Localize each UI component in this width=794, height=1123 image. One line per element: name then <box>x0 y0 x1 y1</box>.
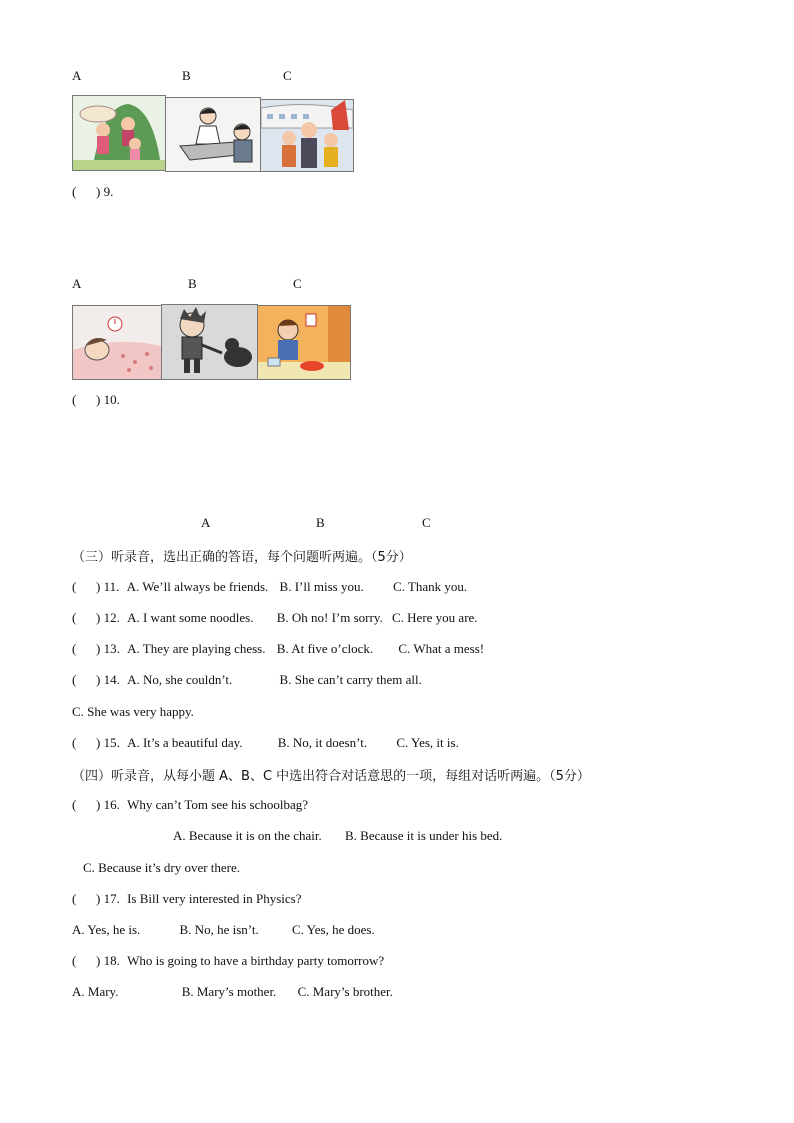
question-17-option-c: C. Yes, he does. <box>291 922 375 937</box>
question-12-option-a: A. I want some noodles. <box>127 610 254 625</box>
question-12-number: ) 12. <box>96 610 120 625</box>
question-13-number: ) 13. <box>96 641 120 656</box>
question-14-option-b: B. She can’t carry them all. <box>279 672 422 687</box>
answer-paren-open: ( <box>72 735 77 750</box>
question-13-option-c: C. What a mess! <box>398 641 485 656</box>
picture-option-c-family-on-ship <box>260 99 354 172</box>
question-14-number: ) 14. <box>96 672 120 687</box>
answer-paren-open: ( <box>72 392 77 407</box>
option-label-a: A <box>201 515 211 530</box>
question-16-text: Why can’t Tom see his schoolbag? <box>127 797 309 812</box>
question-15-option-a: A. It’s a beautiful day. <box>127 735 243 750</box>
question-13-option-a: A. They are playing chess. <box>127 641 266 656</box>
answer-paren-open: ( <box>72 610 77 625</box>
question-18-options <box>72 984 393 1000</box>
question-16-number: ) 16. <box>96 797 120 812</box>
picture-option-a-children-outdoors <box>72 95 166 171</box>
question-17-option-b: B. No, he isn’t. <box>179 922 259 937</box>
question-9-number: ) 9. <box>96 184 114 199</box>
option-label-c: C <box>422 515 431 530</box>
picture-option-b-boys-at-desk <box>165 97 261 172</box>
question-18 <box>72 953 384 969</box>
answer-paren-open: ( <box>72 797 77 812</box>
picture-option-c-boy-eating <box>257 305 351 380</box>
section-4-title: （四）听录音，从每小题 A、B、C 中选出符合对话意思的一项，每组对话听两遍。（5分） <box>72 769 590 784</box>
question-18-option-c: C. Mary’s brother. <box>297 984 393 999</box>
question-13-option-b: B. At five o’clock. <box>276 641 374 656</box>
question-12-option-b: B. Oh no! I’m sorry. <box>276 610 383 625</box>
question-16 <box>72 797 308 813</box>
question-17-number: ) 17. <box>96 891 120 906</box>
question-13 <box>72 641 484 657</box>
picture-option-b-boy-with-dog <box>161 304 258 380</box>
question-14-option-c: C. She was very happy. <box>72 704 194 719</box>
question-12-option-c: C. Here you are. <box>392 610 478 625</box>
option-label-a: A <box>72 68 82 83</box>
question-14 <box>72 672 422 688</box>
question-15-option-c: C. Yes, it is. <box>396 735 459 750</box>
question-15 <box>72 735 459 751</box>
question-18-option-a: A. Mary. <box>72 984 119 999</box>
question-16-options <box>173 828 502 844</box>
question-15-number: ) 15. <box>96 735 120 750</box>
question-11-option-c: C. Thank you. <box>392 579 468 594</box>
answer-paren-open: ( <box>72 672 77 687</box>
family-on-ship-illustration <box>261 100 353 171</box>
question-11-option-a: A. We’ll always be friends. <box>126 579 269 594</box>
question-17-text: Is Bill very interested in Physics? <box>127 891 302 906</box>
option-label-b: B <box>182 68 191 83</box>
question-11-option-b: B. I’ll miss you. <box>279 579 364 594</box>
picture-option-a-girl-sleeping <box>72 305 162 380</box>
question-17-options <box>72 922 375 938</box>
question-11-number: ) 11. <box>96 579 120 594</box>
option-label-a: A <box>72 276 82 291</box>
boys-at-desk-illustration <box>166 98 260 171</box>
section-3-title: （三）听录音，选出正确的答语，每个问题听两遍。（5分） <box>72 550 412 565</box>
children-outdoors-illustration <box>73 96 165 170</box>
question-18-option-b: B. Mary’s mother. <box>181 984 277 999</box>
question-9 <box>72 184 113 200</box>
question-12 <box>72 610 478 626</box>
answer-paren-open: ( <box>72 579 77 594</box>
girl-sleeping-illustration <box>73 306 161 379</box>
question-18-number: ) 18. <box>96 953 120 968</box>
question-16-option-a: A. Because it is on the chair. <box>173 828 322 843</box>
question-11 <box>72 579 467 595</box>
question-16-option-b: B. Because it is under his bed. <box>345 828 503 843</box>
option-label-c: C <box>293 276 302 291</box>
option-label-b: B <box>316 515 325 530</box>
answer-paren-open: ( <box>72 953 77 968</box>
question-10 <box>72 392 120 408</box>
boy-eating-illustration <box>258 306 350 379</box>
question-17 <box>72 891 301 907</box>
answer-paren-open: ( <box>72 184 77 199</box>
boy-with-dog-illustration <box>162 305 257 379</box>
question-15-option-b: B. No, it doesn’t. <box>277 735 368 750</box>
answer-paren-open: ( <box>72 641 77 656</box>
question-17-option-a: A. Yes, he is. <box>72 922 141 937</box>
question-18-text: Who is going to have a birthday party tomorrow? <box>127 953 385 968</box>
question-10-number: ) 10. <box>96 392 120 407</box>
option-label-c: C <box>283 68 292 83</box>
answer-paren-open: ( <box>72 891 77 906</box>
question-16-option-c: C. Because it’s dry over there. <box>83 860 241 875</box>
option-label-b: B <box>188 276 197 291</box>
question-14-option-a: A. No, she couldn’t. <box>127 672 233 687</box>
